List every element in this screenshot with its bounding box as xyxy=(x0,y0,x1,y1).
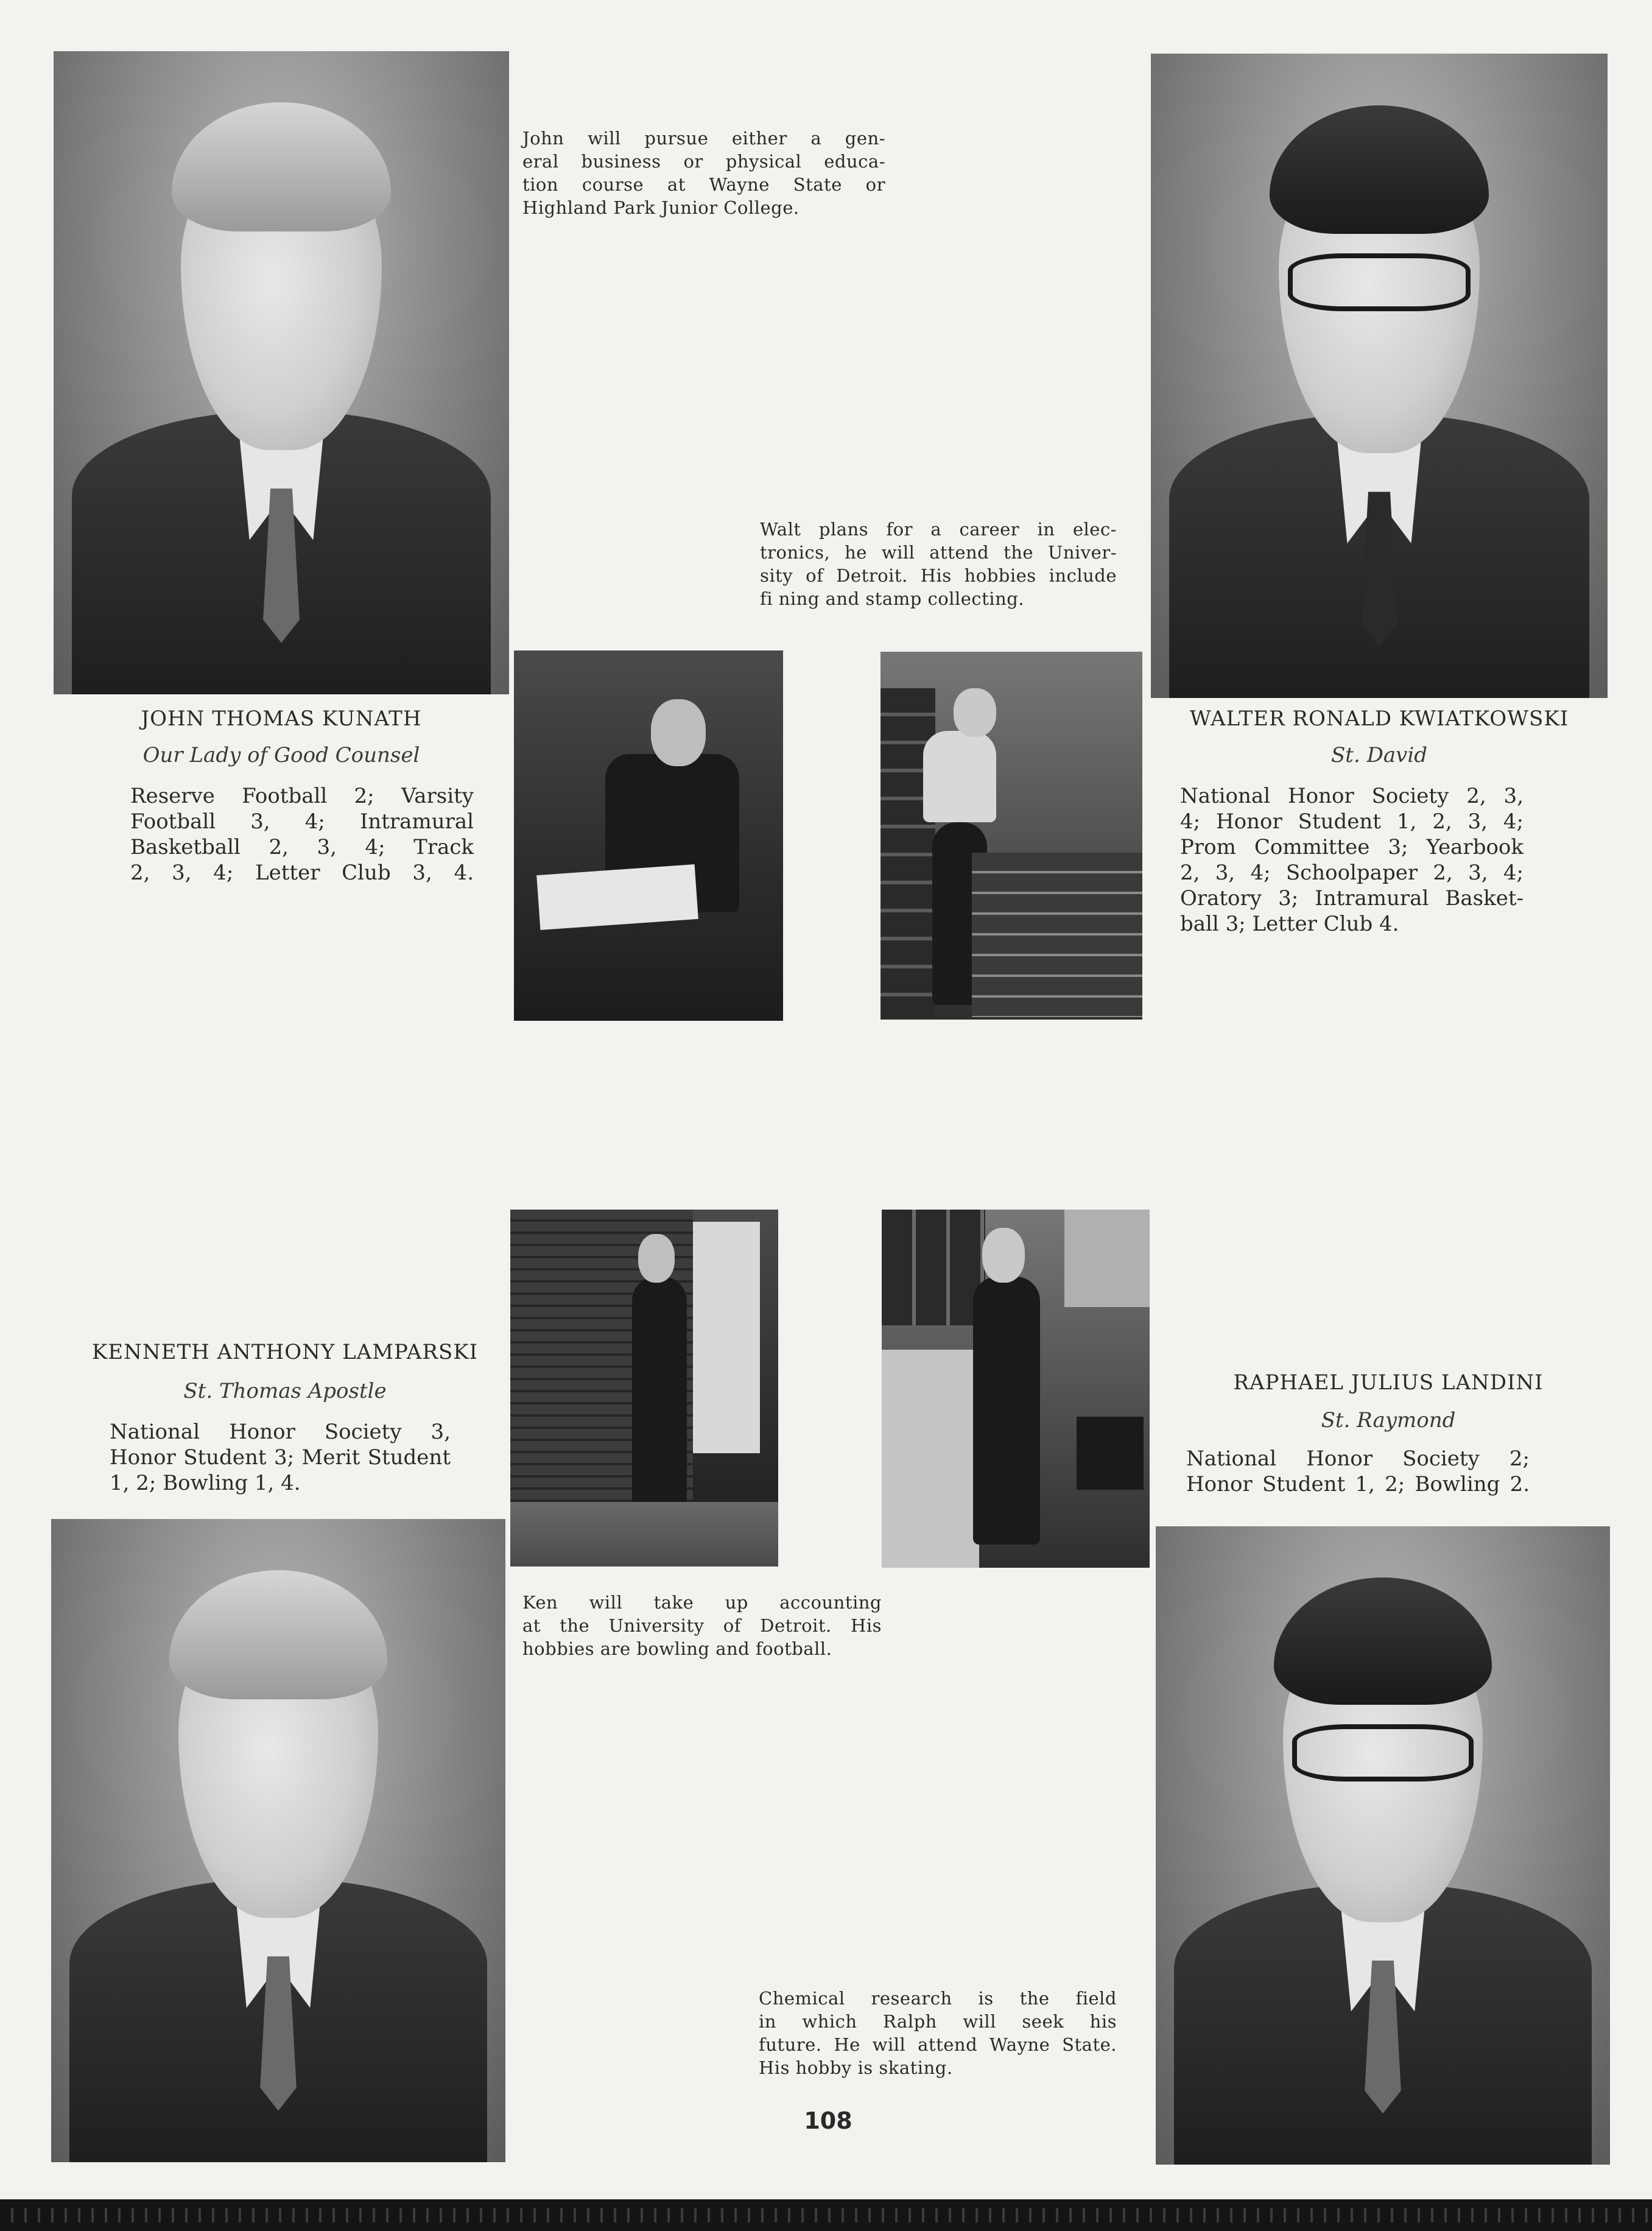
activities-kwiatkowski: National Honor Society 2, 3, 4; Honor Student 1, 2, 3, 4; Prom Committee 3; Yearbook 2, 3, 4; Schoolpaper 2, 3, 4; Oratory 3; Intramural Basket- ball 3; Letter Club 4. xyxy=(1180,784,1524,936)
activities-landini: National Honor Society 2; Honor Student 1, 2; Bowling 2. xyxy=(1186,1447,1530,1496)
student-name-landini: RAPHAEL JULIUS LANDINI xyxy=(1233,1370,1544,1395)
blurb-kwiatkowski: Walt plans for a career in elec- tronics, he will attend the Univer- sity of Detroit. His hobbies include fi ning and stamp collecting. xyxy=(760,519,1117,609)
parish-kunath: Our Lady of Good Counsel xyxy=(142,743,420,767)
portrait-photo-kunath xyxy=(54,51,509,694)
blurb-kunath: John will pursue either a gen- eral business or physical educa- tion course at Wayne State or Highland Park Junior College. xyxy=(522,128,885,218)
blurb-landini: Chemical research is the field in which Ralph will seek his future. He will attend Wayne State. His hobby is skating. xyxy=(759,1988,1117,2078)
candid-photo-kunath xyxy=(514,650,783,1021)
activities-lamparski: National Honor Society 3, Honor Student 3; Merit Student 1, 2; Bowling 1, 4. xyxy=(110,1420,451,1495)
candid-photo-landini xyxy=(882,1210,1150,1568)
blurb-lamparski: Ken will take up accounting at the University of Detroit. His hobbies are bowling and football. xyxy=(522,1592,882,1659)
parish-landini: St. Raymond xyxy=(1321,1408,1456,1433)
portrait-photo-kwiatkowski xyxy=(1151,54,1608,698)
candid-photo-kwiatkowski xyxy=(880,652,1142,1020)
scan-edge-strip xyxy=(0,2199,1652,2231)
activities-kunath: Reserve Football 2; Varsity Football 3, 4; Intramural Basketball 2, 3, 4; Track 2, 3, 4; Letter Club 3, 4. xyxy=(130,784,474,885)
student-name-kunath: JOHN THOMAS KUNATH xyxy=(141,707,422,731)
candid-photo-lamparski xyxy=(510,1210,778,1567)
page-number: 108 xyxy=(804,2107,852,2134)
portrait-photo-lamparski xyxy=(51,1519,505,2162)
parish-kwiatkowski: St. David xyxy=(1331,743,1427,767)
student-name-kwiatkowski: WALTER RONALD KWIATKOWSKI xyxy=(1189,707,1569,731)
parish-lamparski: St. Thomas Apostle xyxy=(183,1379,387,1403)
portrait-photo-landini xyxy=(1156,1526,1610,2165)
student-name-lamparski: KENNETH ANTHONY LAMPARSKI xyxy=(91,1340,479,1364)
